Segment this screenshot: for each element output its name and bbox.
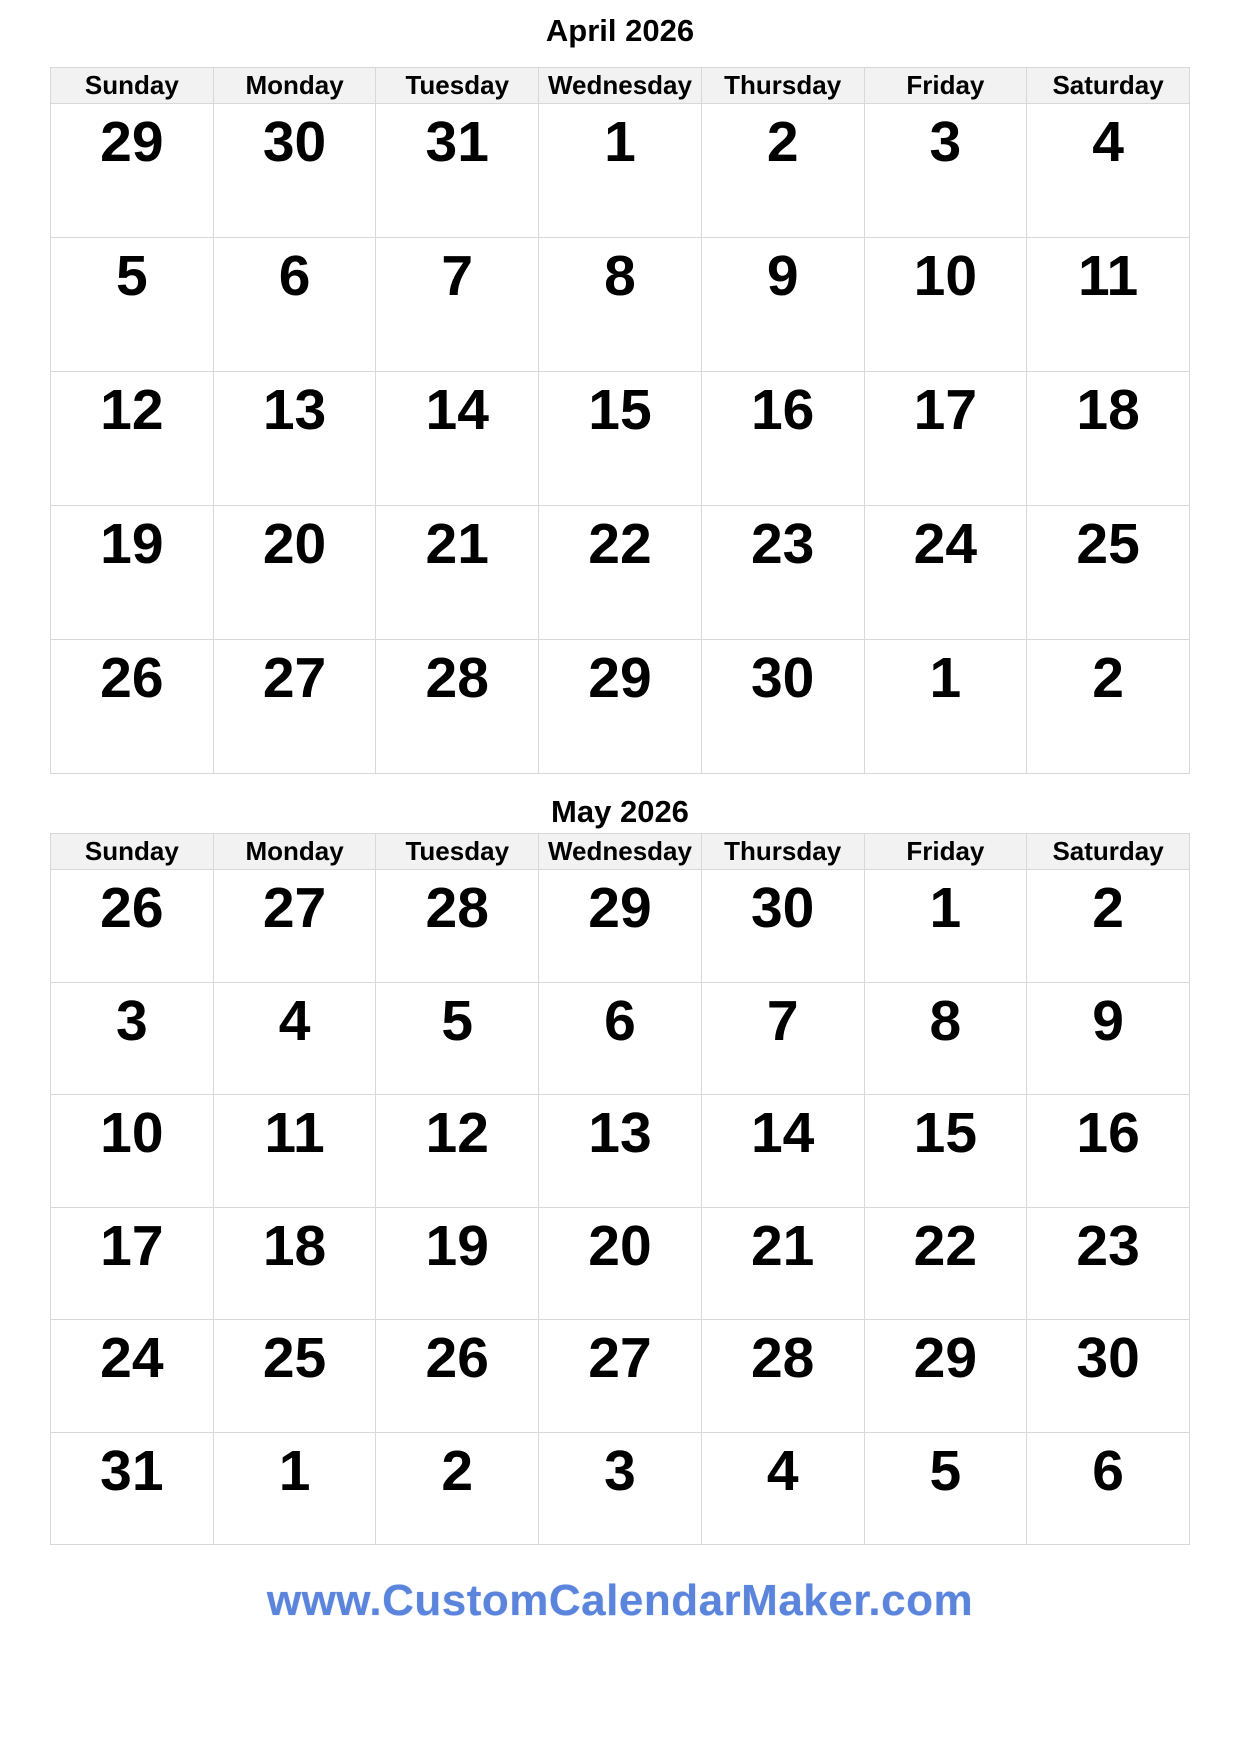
day-cell: 26 bbox=[51, 640, 214, 774]
day-cell: 5 bbox=[864, 1432, 1027, 1545]
day-cell: 14 bbox=[376, 372, 539, 506]
day-cell: 30 bbox=[701, 640, 864, 774]
day-cell: 27 bbox=[539, 1320, 702, 1433]
day-cell: 1 bbox=[539, 104, 702, 238]
day-header-thursday: Thursday bbox=[701, 834, 864, 870]
day-cell: 24 bbox=[864, 506, 1027, 640]
day-cell: 22 bbox=[864, 1207, 1027, 1320]
day-cell: 27 bbox=[213, 640, 376, 774]
day-cell: 11 bbox=[213, 1095, 376, 1208]
day-header-friday: Friday bbox=[864, 834, 1027, 870]
day-cell: 30 bbox=[1027, 1320, 1190, 1433]
day-cell: 15 bbox=[539, 372, 702, 506]
day-cell: 25 bbox=[1027, 506, 1190, 640]
day-cell: 29 bbox=[539, 640, 702, 774]
day-header-wednesday: Wednesday bbox=[539, 68, 702, 104]
day-cell: 6 bbox=[1027, 1432, 1190, 1545]
day-cell: 7 bbox=[376, 238, 539, 372]
day-cell: 17 bbox=[51, 1207, 214, 1320]
day-cell: 20 bbox=[213, 506, 376, 640]
day-cell: 14 bbox=[701, 1095, 864, 1208]
day-cell: 17 bbox=[864, 372, 1027, 506]
day-header-row bbox=[51, 68, 1190, 104]
day-header-saturday: Saturday bbox=[1027, 834, 1190, 870]
day-cell: 1 bbox=[864, 640, 1027, 774]
week-row bbox=[51, 640, 1190, 774]
day-cell: 31 bbox=[51, 1432, 214, 1545]
month-section-may bbox=[0, 794, 1240, 1545]
day-cell: 18 bbox=[213, 1207, 376, 1320]
day-cell: 3 bbox=[51, 982, 214, 1095]
day-header-sunday: Sunday bbox=[51, 68, 214, 104]
day-cell: 19 bbox=[376, 1207, 539, 1320]
watermark-url-link[interactable]: www.CustomCalendarMaker.com bbox=[266, 1576, 974, 1625]
day-cell: 28 bbox=[376, 870, 539, 983]
day-cell: 4 bbox=[1027, 104, 1190, 238]
day-cell: 19 bbox=[51, 506, 214, 640]
day-cell: 30 bbox=[701, 870, 864, 983]
day-cell: 21 bbox=[376, 506, 539, 640]
day-cell: 29 bbox=[539, 870, 702, 983]
day-header-monday: Monday bbox=[213, 834, 376, 870]
week-row bbox=[51, 238, 1190, 372]
week-row bbox=[51, 1207, 1190, 1320]
day-cell: 1 bbox=[864, 870, 1027, 983]
day-header-friday: Friday bbox=[864, 68, 1027, 104]
day-cell: 3 bbox=[539, 1432, 702, 1545]
day-cell: 27 bbox=[213, 870, 376, 983]
month-title-may: May 2026 bbox=[551, 794, 689, 829]
day-cell: 13 bbox=[539, 1095, 702, 1208]
day-cell: 23 bbox=[1027, 1207, 1190, 1320]
day-cell: 23 bbox=[701, 506, 864, 640]
day-cell: 7 bbox=[701, 982, 864, 1095]
day-header-thursday: Thursday bbox=[701, 68, 864, 104]
day-cell: 31 bbox=[376, 104, 539, 238]
day-cell: 22 bbox=[539, 506, 702, 640]
day-cell: 12 bbox=[51, 372, 214, 506]
day-cell: 30 bbox=[213, 104, 376, 238]
day-header-row bbox=[51, 834, 1190, 870]
day-cell: 15 bbox=[864, 1095, 1027, 1208]
day-cell: 20 bbox=[539, 1207, 702, 1320]
day-cell: 25 bbox=[213, 1320, 376, 1433]
day-cell: 26 bbox=[376, 1320, 539, 1433]
day-cell: 24 bbox=[51, 1320, 214, 1433]
day-cell: 1 bbox=[213, 1432, 376, 1545]
day-cell: 2 bbox=[1027, 640, 1190, 774]
day-cell: 5 bbox=[376, 982, 539, 1095]
day-header-monday: Monday bbox=[213, 68, 376, 104]
day-cell: 21 bbox=[701, 1207, 864, 1320]
month-title-april: April 2026 bbox=[545, 13, 695, 48]
day-cell: 10 bbox=[51, 1095, 214, 1208]
day-cell: 6 bbox=[539, 982, 702, 1095]
week-row bbox=[51, 1320, 1190, 1433]
day-header-saturday: Saturday bbox=[1027, 68, 1190, 104]
day-cell: 26 bbox=[51, 870, 214, 983]
week-row bbox=[51, 506, 1190, 640]
day-cell: 10 bbox=[864, 238, 1027, 372]
week-row bbox=[51, 1095, 1190, 1208]
day-cell: 3 bbox=[864, 104, 1027, 238]
day-cell: 8 bbox=[864, 982, 1027, 1095]
week-row bbox=[51, 1432, 1190, 1545]
day-cell: 9 bbox=[1027, 982, 1190, 1095]
day-cell: 13 bbox=[213, 372, 376, 506]
day-cell: 6 bbox=[213, 238, 376, 372]
day-cell: 2 bbox=[1027, 870, 1190, 983]
day-cell: 28 bbox=[701, 1320, 864, 1433]
day-header-tuesday: Tuesday bbox=[376, 834, 539, 870]
day-cell: 18 bbox=[1027, 372, 1190, 506]
day-header-sunday: Sunday bbox=[51, 834, 214, 870]
day-header-wednesday: Wednesday bbox=[539, 834, 702, 870]
day-cell: 16 bbox=[701, 372, 864, 506]
day-cell: 2 bbox=[376, 1432, 539, 1545]
day-cell: 8 bbox=[539, 238, 702, 372]
week-row bbox=[51, 372, 1190, 506]
day-cell: 29 bbox=[864, 1320, 1027, 1433]
month-section-april bbox=[0, 13, 1240, 774]
day-header-tuesday: Tuesday bbox=[376, 68, 539, 104]
week-row bbox=[51, 104, 1190, 238]
day-cell: 9 bbox=[701, 238, 864, 372]
day-cell: 16 bbox=[1027, 1095, 1190, 1208]
calendar-grid-may bbox=[50, 833, 1190, 1545]
week-row bbox=[51, 870, 1190, 983]
day-cell: 12 bbox=[376, 1095, 539, 1208]
day-cell: 28 bbox=[376, 640, 539, 774]
day-cell: 29 bbox=[51, 104, 214, 238]
day-cell: 4 bbox=[701, 1432, 864, 1545]
day-cell: 11 bbox=[1027, 238, 1190, 372]
calendar-grid-april bbox=[50, 67, 1190, 774]
week-row bbox=[51, 982, 1190, 1095]
day-cell: 4 bbox=[213, 982, 376, 1095]
day-cell: 2 bbox=[701, 104, 864, 238]
day-cell: 5 bbox=[51, 238, 214, 372]
